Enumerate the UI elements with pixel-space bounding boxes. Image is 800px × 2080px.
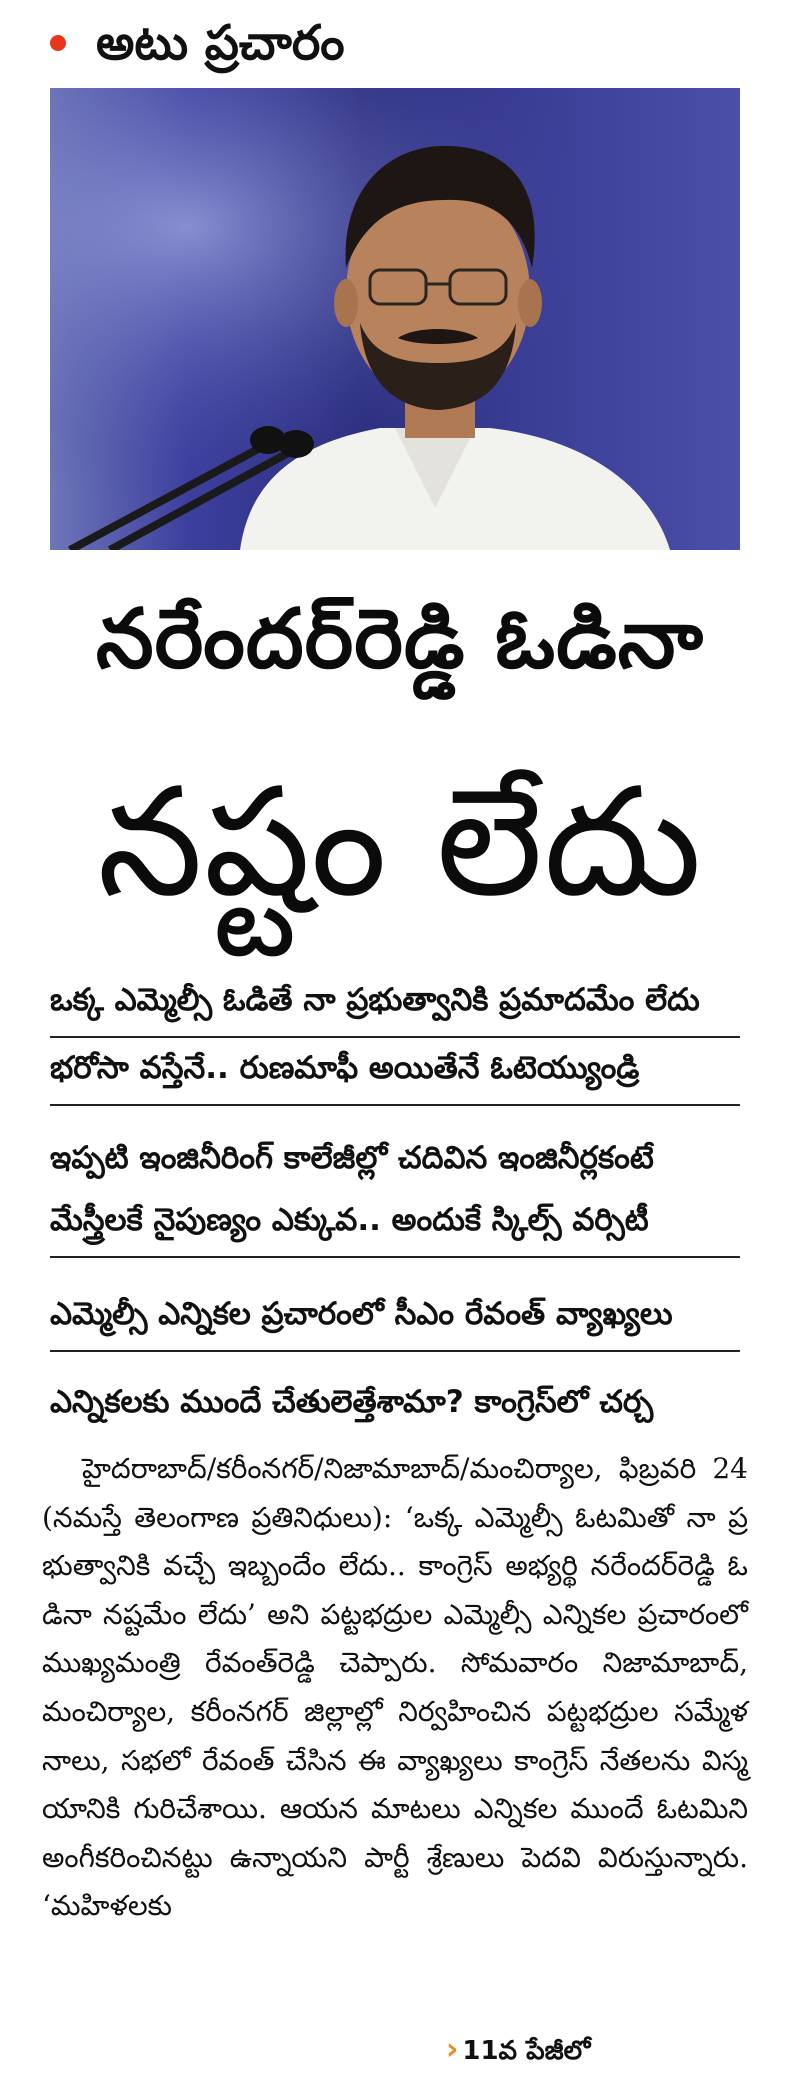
continued-label: 11వ పేజీలో xyxy=(462,2036,591,2066)
subhead-6: ఎన్నికలకు ముందే చేతులెత్తేశామా? కాంగ్రెస్‌లో చర్చ xyxy=(50,1384,654,1420)
continued-on-page xyxy=(446,2032,590,2072)
portrait-illustration xyxy=(50,88,740,550)
headline-line-2: నష్టం లేదు xyxy=(97,756,703,930)
kicker-label: అటు ప్రచారం xyxy=(96,15,345,71)
section-kicker xyxy=(50,8,345,78)
subhead-1: ఒక్క ఎమ్మెల్సీ ఓడితే నా ప్రభుత్వానికి ప్రమాదమేం లేదు xyxy=(50,970,740,1038)
bullet-dot-icon xyxy=(50,35,66,51)
article-body-text: హైదరాబాద్/కరీంనగర్/నిజామాబాద్/మంచిర్యాల, ఫిబ్రవరి 24 (నమస్తే తెలంగాణ ప్రతినిధులు): ‘ఒక్క ఎమ్మెల్సీ ఓటమితో నా ప్రభుత్వానికి వచ్చే ఇబ్బందేం లేదు.. కాంగ్రెస్ అభ్యర్థి నరేందర్‌రెడ్డి ఓడినా నష్టమేం లేదు’ అని పట్టభద్రుల ఎమ్మెల్సీ ఎన్నికల ప్రచారంలో ముఖ్యమంత్రి రేవంత్‌రెడ్డి చెప్పారు. సోమవారం నిజామాబాద్, మంచిర్యాల, కరీంనగర్ జిల్లాల్లో నిర్వహించిన పట్టభద్రుల సమ్మేళనాలు, సభలో రేవంత్ చేసిన ఈ వ్యాఖ్యలు కాంగ్రెస్ నేతలను విస్మయానికి గురిచేశాయి. ఆయన మాటలు ఎన్నికల ముందే ఓటమిని అంగీకరించినట్టు ఉన్నాయని పార్టీ శ్రేణులు పెదవి విరుస్తున్నారు. ‘మహిళలకు xyxy=(42,1452,748,1923)
subhead-3: ఇప్పటి ఇంజినీరింగ్ కాలేజీల్లో చదివిన ఇంజినీర్లకంటే xyxy=(50,1140,654,1176)
subhead-4: మేస్త్రీలకే నైపుణ్యం ఎక్కువ.. అందుకే స్కిల్స్ వర్సిటీ xyxy=(50,1190,740,1258)
headline-line-1: నరేందర్‌రెడ్డి ఓడినా xyxy=(96,592,704,687)
subhead-2: భరోసా వస్తేనే.. రుణమాఫీ అయితేనే ఓటెయ్యుండ్రి xyxy=(50,1038,740,1106)
arrow-right-icon: › xyxy=(446,2032,459,2067)
article-body xyxy=(42,1445,748,1931)
subhead-5: ఎమ్మెల్సీ ఎన్నికల ప్రచారంలో సీఎం రేవంత్ వ్యాఖ్యలు xyxy=(50,1284,740,1352)
news-photo xyxy=(50,88,740,550)
